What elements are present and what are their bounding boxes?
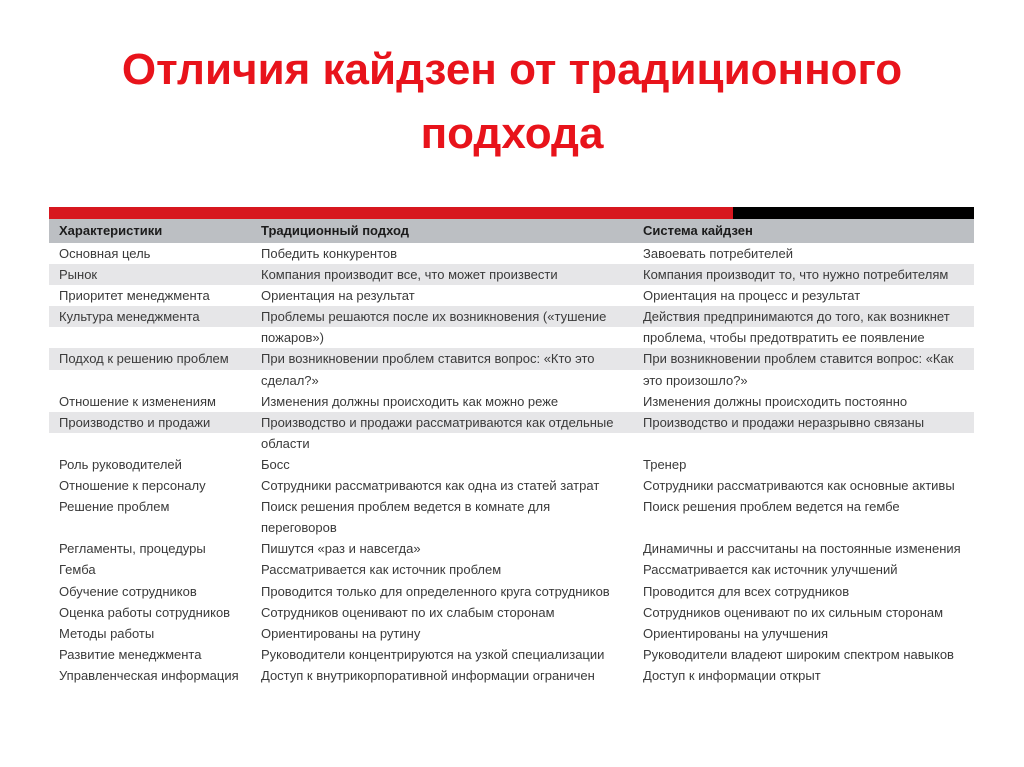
table-row-line [49,475,974,496]
table-row-line [49,665,974,686]
traditional-cell: Производство и продажи рассматриваются как отдельные [261,414,614,430]
characteristic-cell: Обучение сотрудников [59,583,197,599]
table-row [49,623,974,644]
kaizen-cell: проблема, чтобы предотвратить ее появление [643,330,925,346]
table-row-line [49,496,974,517]
slide-title-line-1: Отличия кайдзен от традиционного [121,45,903,94]
table-row-line [49,264,974,285]
table-row [49,644,974,665]
traditional-cell: Поиск решения проблем ведется в комнате для [261,499,551,515]
table-row-line [49,391,974,412]
table-row-line [49,412,974,433]
characteristic-cell: Управленческая информация [59,667,239,683]
traditional-cell: области [261,435,310,451]
table-row-line [49,517,974,538]
table-row [49,306,974,348]
table-row-line [49,454,974,475]
kaizen-cell: Доступ к информации открыт [643,667,821,683]
traditional-cell: Ориентация на результат [261,288,415,304]
characteristic-cell: Развитие менеджмента [59,646,202,662]
table-row [49,475,974,496]
traditional-cell: При возникновении проблем ставится вопрос: «Кто это [261,351,595,367]
traditional-cell: Пишутся «раз и навсегда» [261,541,421,557]
traditional-cell: Сотрудники рассматриваются как одна из статей затрат [261,478,600,494]
kaizen-cell: Руководители владеют широким спектром навыков [643,646,954,662]
characteristic-cell: Приоритет менеджмента [59,288,210,304]
characteristic-cell: Гемба [59,562,96,578]
traditional-cell: Изменения должны происходить как можно реже [261,393,559,409]
table-row-line [49,538,974,559]
table-row-line [49,348,974,369]
characteristic-cell: Отношение к изменениям [59,393,216,409]
characteristic-cell: Производство и продажи [59,414,211,430]
kaizen-cell: Сотрудники рассматриваются как основные активы [643,478,955,494]
traditional-cell: Босс [261,456,290,472]
characteristic-cell: Роль руководителей [59,456,182,472]
table-row-line [49,433,974,454]
slide-title-line-2: подхода [420,109,604,158]
table-row-line [49,559,974,580]
table-row [49,412,974,454]
kaizen-cell: Действия предпринимаются до того, как возникнет [643,309,950,325]
kaizen-cell: Изменения должны происходить постоянно [643,393,908,409]
table-row-line [49,285,974,306]
kaizen-cell: Динамичны и рассчитаны на постоянные изменения [643,541,961,557]
characteristic-cell: Решение проблем [59,499,170,515]
characteristic-cell: Отношение к персоналу [59,478,206,494]
characteristic-cell: Методы работы [59,625,155,641]
traditional-cell: переговоров [261,520,337,536]
table-row-line [49,644,974,665]
table-row-line [49,243,974,264]
header-characteristics: Характеристики [59,223,163,238]
kaizen-cell: Завоевать потребителей [643,246,793,261]
table-row [49,454,974,475]
accent-bar-red [49,207,733,219]
characteristic-cell: Основная цель [59,246,151,261]
characteristic-cell: Регламенты, процедуры [59,541,206,557]
kaizen-cell: Сотрудников оценивают по их сильным сторонам [643,604,944,620]
kaizen-cell: Ориентация на процесс и результат [643,288,861,304]
table-row-line [49,602,974,623]
characteristic-cell: Подход к решению проблем [59,351,229,367]
table-row [49,665,974,686]
table-row [49,602,974,623]
table-row-line [49,623,974,644]
table-row [49,581,974,602]
table-row-line [49,581,974,602]
traditional-cell: Проблемы решаются после их возникновения («тушение [261,309,607,325]
table-row-line [49,327,974,348]
table-header [49,219,974,243]
table-row [49,348,974,390]
table-row-line [49,306,974,327]
traditional-cell: Рассматривается как источник проблем [261,562,502,578]
kaizen-cell: Проводится для всех сотрудников [643,583,850,599]
header-kaizen: Система кайдзен [643,223,753,238]
table-row-line [49,370,974,391]
traditional-cell: Компания производит все, что может произвести [261,267,558,283]
traditional-cell: Ориентированы на рутину [261,625,421,641]
characteristic-cell: Культура менеджмента [59,309,200,325]
characteristic-cell: Оценка работы сотрудников [59,604,231,620]
comparison-table [49,219,974,686]
kaizen-cell: это произошло?» [643,372,748,388]
characteristic-cell: Рынок [59,267,98,283]
traditional-cell: Победить конкурентов [261,246,398,261]
accent-bar-black [733,207,974,219]
traditional-cell: Проводится только для определенного круга сотрудников [261,583,610,599]
kaizen-cell: При возникновении проблем ставится вопрос: «Как [643,351,954,367]
kaizen-cell: Рассматривается как источник улучшений [643,562,898,578]
traditional-cell: Доступ к внутрикорпоративной информации ограничен [261,667,595,683]
traditional-cell: Сотрудников оценивают по их слабым сторонам [261,604,555,620]
traditional-cell: пожаров») [261,330,324,346]
kaizen-cell: Компания производит то, что нужно потребителям [643,267,949,283]
table-row [49,264,974,285]
table-row [49,538,974,559]
slide-title [0,38,1024,166]
kaizen-cell: Ориентированы на улучшения [643,625,829,641]
header-traditional: Традиционный подход [261,223,409,238]
table-body [49,243,974,686]
traditional-cell: сделал?» [261,372,319,388]
table-row [49,391,974,412]
table-row [49,496,974,538]
kaizen-cell: Тренер [643,456,687,472]
traditional-cell: Руководители концентрируются на узкой специализации [261,646,605,662]
table-row [49,285,974,306]
kaizen-cell: Поиск решения проблем ведется на гембе [643,499,900,515]
table-row [49,559,974,580]
kaizen-cell: Производство и продажи неразрывно связаны [643,414,925,430]
table-row [49,243,974,264]
